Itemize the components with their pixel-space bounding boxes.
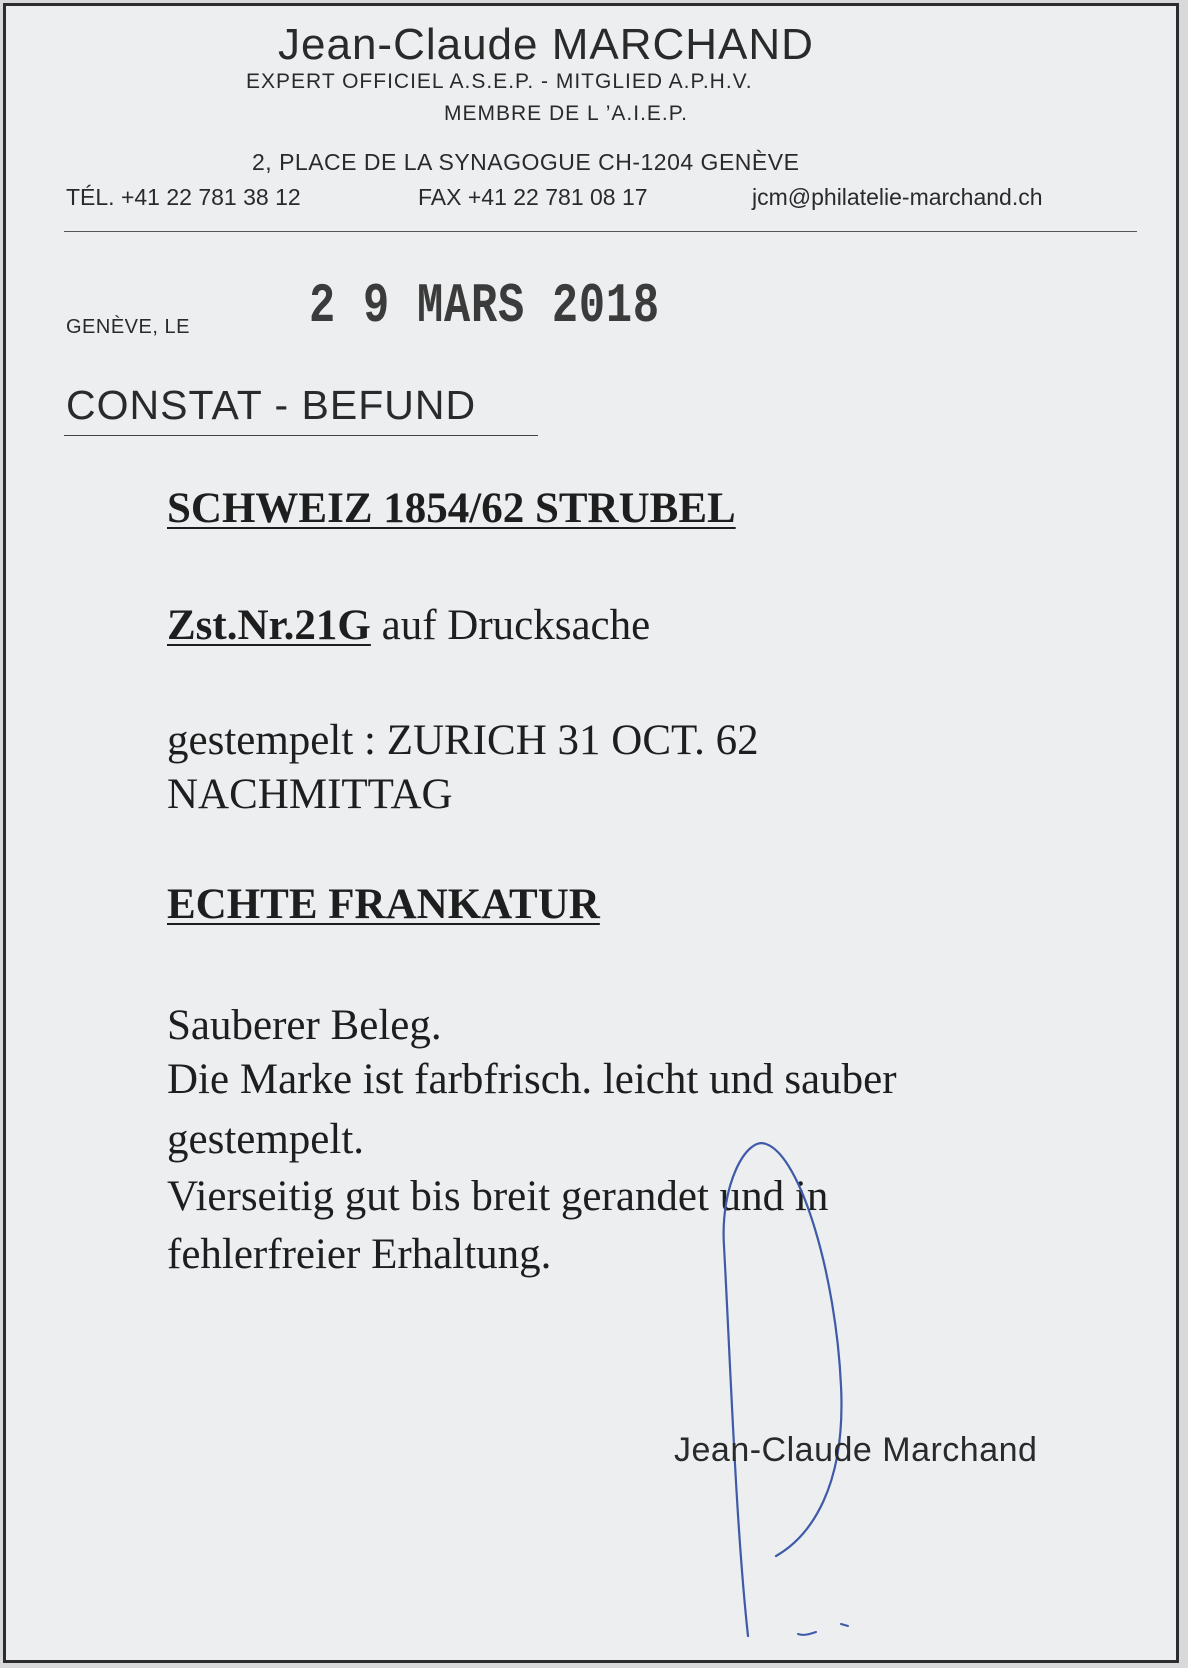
description-line: Vierseitig gut bis breit gerandet und in	[167, 1173, 829, 1220]
cancellation-line: gestempelt : ZURICH 31 OCT. 62	[167, 717, 759, 764]
description-line: Sauberer Beleg.	[167, 1002, 442, 1049]
description-line: Die Marke ist farbfrisch. leicht und sauber	[167, 1056, 897, 1103]
letterhead-name: Jean-Claude MARCHAND	[278, 20, 814, 69]
letterhead-affiliations: EXPERT OFFICIEL A.S.E.P. - MITGLIED A.P.H.V.	[246, 70, 753, 93]
dateline-place: GENÈVE, LE	[66, 316, 190, 338]
fax-number: FAX +41 22 781 08 17	[418, 184, 648, 210]
heading-underline	[64, 435, 538, 436]
letterhead-divider	[64, 231, 1137, 232]
email-address: jcm@philatelie-marchand.ch	[752, 184, 1043, 210]
date-stamp: 2 9 MARS 2018	[309, 274, 660, 338]
stamp-issue-title: SCHWEIZ 1854/62 STRUBEL	[167, 485, 736, 532]
catalogue-line	[167, 601, 650, 650]
description-line: fehlerfreier Erhaltung.	[167, 1231, 552, 1278]
phone-number: TÉL. +41 22 781 38 12	[66, 184, 301, 210]
catalogue-description: auf Drucksache	[370, 602, 651, 649]
verdict: ECHTE FRANKATUR	[167, 881, 600, 928]
letterhead-address: 2, PLACE DE LA SYNAGOGUE CH-1204 GENÈVE	[252, 149, 800, 175]
signatory-name: Jean-Claude Marchand	[674, 1431, 1038, 1469]
catalogue-number: Zst.Nr.21G	[167, 602, 371, 649]
description-line: gestempelt.	[167, 1116, 365, 1163]
handwritten-signature	[706, 1126, 866, 1646]
letterhead-membership: MEMBRE DE L ’A.I.E.P.	[444, 102, 688, 125]
certificate-sheet	[3, 3, 1179, 1663]
cancellation-time: NACHMITTAG	[167, 771, 453, 818]
certificate-heading: CONSTAT - BEFUND	[66, 382, 477, 428]
